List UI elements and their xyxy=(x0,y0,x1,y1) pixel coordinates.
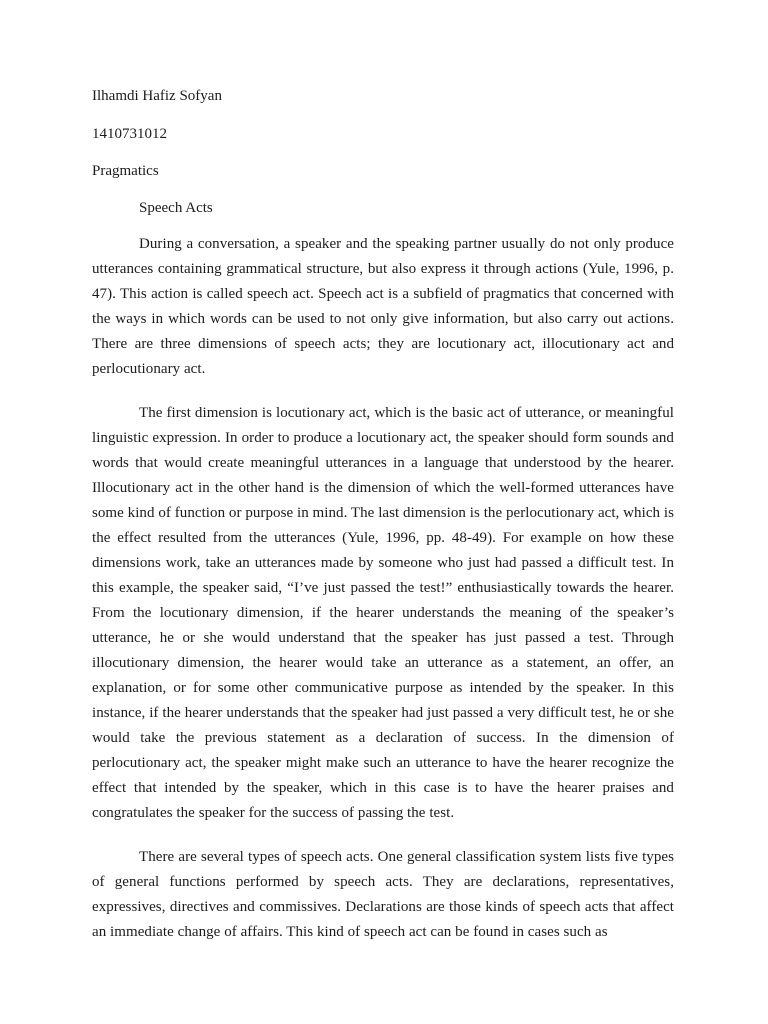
paragraph-intro: During a conversation, a speaker and the speaking partner usually do not only produce utterances containing grammatical structure, but also express it through actions (Yule, 1996, p. 47). This action is called speech act. Speech act is a subfield of pragmatics that concerned with the ways in which words can be used to not only give information, but also carry out actions. There are three dimensions of speech acts; they are locutionary act, illocutionary act and perlocutionary act. xyxy=(92,236,674,377)
document-body xyxy=(92,232,674,964)
paragraph-dimensions: The first dimension is locutionary act, which is the basic act of utterance, or meaningful linguistic expression. In order to produce a locutionary act, the speaker should form sounds and words that would create meaningful utterances in a language that understood by the hearer. Illocutionary act in the other hand is the dimension of which the well-formed utterances have some kind of function or purpose in mind. The last dimension is the perlocutionary act, which is the effect resulted from the utterances (Yule, 1996, pp. 48-49). For example on how these dimensions work, take an utterances made by someone who just had passed a difficult test. In this example, the speaker said, “I’ve just passed the test!” enthusiastically towards the hearer. From the locutionary dimension, if the hearer understands the meaning of the speaker’s utterance, he or she would understand that the speaker has just passed a test. Through illocutionary dimension, the hearer would take an utterance as a statement, an offer, an explanation, or for some other communicative purpose as intended by the speaker. In this instance, if the hearer understands that the speaker had just passed a very difficult test, he or she would take the previous statement as a declaration of success. In the dimension of perlocutionary act, the speaker might make such an utterance to have the hearer recognize the effect that intended by the speaker, which in this case is to have the hearer praises and congratulates the speaker for the success of passing the test. xyxy=(92,405,674,821)
course-name: Pragmatics xyxy=(92,163,159,179)
paragraph-types: There are several types of speech acts. One general classification system lists five types of general functions performed by speech acts. They are declarations, representatives, expressives, directives and commissives. Declarations are those kinds of speech acts that affect an immediate change of affairs. This kind of speech act can be found in cases such as xyxy=(92,849,674,940)
document-title: Speech Acts xyxy=(139,200,213,216)
author-name: Ilhamdi Hafiz Sofyan xyxy=(92,88,222,104)
student-id: 1410731012 xyxy=(92,126,167,142)
